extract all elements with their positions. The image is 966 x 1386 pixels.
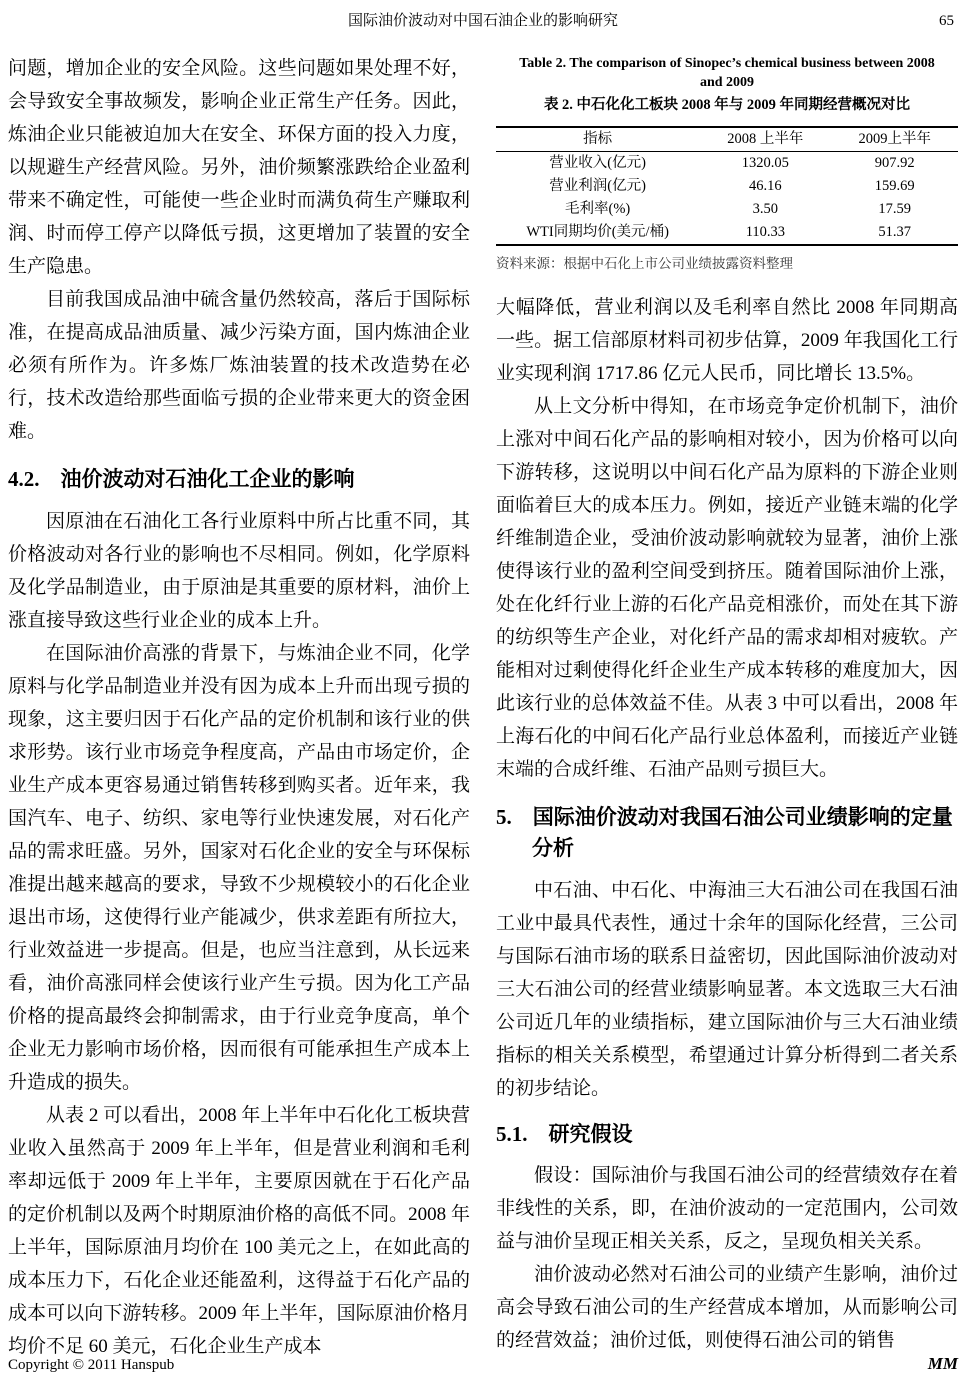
table-row bbox=[496, 152, 958, 176]
table-source-note: 资料来源：根据中石化上市公司业绩披露资料整理 bbox=[496, 256, 793, 271]
running-title: 国际油价波动对中国石油企业的影响研究 bbox=[347, 13, 618, 29]
table-cell-value: 110.33 bbox=[745, 224, 786, 240]
table-cell-value: 17.59 bbox=[878, 201, 912, 217]
table-cell-value: 1320.05 bbox=[741, 155, 789, 171]
journal-abbreviation: MM bbox=[927, 1354, 958, 1373]
table-cell-value: 46.16 bbox=[749, 178, 782, 194]
page-number: 65 bbox=[939, 13, 954, 29]
section-heading-5: 5. 国际油价波动对我国石油公司业绩影响的定量分析 bbox=[496, 805, 953, 860]
paragraph: 因原油在石油化工各行业原料中所占比重不同，其价格波动对各行业的影响也不尽相同。例如，化学原料及化学品制造业，由于原油是其重要的原材料，油价上涨直接导致这些行业企业的成本上升。 bbox=[8, 511, 470, 631]
table-cell-label: 毛利率(%) bbox=[565, 201, 631, 217]
page-header bbox=[8, 10, 958, 36]
paragraph: 从表 2 可以看出，2008 年上半年中石化化工板块营业收入虽然高于 2009 年上半年，但是营业利润和毛利率却远低于 2009 年上半年，主要原因就在于石化产品的定价机制以及两个时期原油价格的高低不同。2008 年上半年，国际原油月均价在 100 美元之上，在如此高的成本压力下，石化企业还能盈利，这得益于石化产品的成本可以向下游转移。2009 年上半年，国际原油价格月均价不足 60 美元，石化企业生产成本 bbox=[8, 1105, 470, 1357]
table-cell-label: 营业收入(亿元) bbox=[549, 155, 646, 171]
table-cell-label: WTI同期均价(美元/桶) bbox=[526, 224, 669, 240]
table-cell-value: 907.92 bbox=[874, 155, 915, 171]
right-column bbox=[496, 52, 958, 1363]
paragraph-continued: 大幅降低，营业利润以及毛利率自然比 2008 年同期高一些。据工信部原材料司初步估算，2009 年我国化工行业实现利润 1717.86 亿元人民币，同比增长 13.5%。 bbox=[496, 297, 958, 384]
paragraph: 油价波动必然对石油公司的业绩产生影响，油价过高会导致石油公司的生产经营成本增加，从而影响公司的经营效益；油价过低，则使得石油公司的销售 bbox=[496, 1264, 958, 1351]
table-2-block bbox=[496, 54, 958, 273]
two-column-body bbox=[8, 52, 958, 1363]
section-heading-5-1: 5.1. 研究假设 bbox=[496, 1122, 633, 1146]
table-cell-value: 3.50 bbox=[752, 201, 779, 217]
table-row bbox=[496, 198, 958, 221]
table-row bbox=[496, 221, 958, 245]
paragraph-continued: 问题，增加企业的安全风险。这些问题如果处理不好，会导致安全事故频发，影响企业正常生产任务。因此，炼油企业只能被迫加大在安全、环保方面的投入力度，以规避生产经营风险。另外，油价频繁涨跌给企业盈利带来不确定性，可能使一些企业时而满负荷生产赚取利润、时而停工停产以降低亏损，这更增加了装置的安全生产隐患。 bbox=[8, 58, 470, 277]
table-row bbox=[496, 175, 958, 198]
table-cell-label: 营业利润(亿元) bbox=[549, 178, 646, 194]
page-footer bbox=[8, 1354, 958, 1374]
table-header-2009: 2009上半年 bbox=[858, 131, 931, 147]
sinopec-comparison-table bbox=[496, 126, 958, 246]
table-header-row bbox=[496, 127, 958, 152]
table-caption-chinese: 表 2. 中石化化工板块 2008 年与 2009 年同期经营概况对比 bbox=[543, 97, 911, 113]
table-header-indicator: 指标 bbox=[583, 131, 613, 147]
paragraph: 在国际油价高涨的背景下，与炼油企业不同，化学原料与化学品制造业并没有因为成本上升而出现亏损的现象，这主要归因于石化产品的定价机制和该行业的供求形势。该行业市场竞争程度高，产品由市场定价，企业生产成本更容易通过销售转移到购买者。近年来，我国汽车、电子、纺织、家电等行业快速发展，对石化产品的需求旺盛。另外，国家对石化企业的安全与环保标准提出越来越高的要求，导致不少规模较小的石化企业退出市场，这使得行业产能减少，供求差距有所拉大，行业效益进一步提高。但是，也应当注意到，从长远来看，油价高涨同样会使该行业产生亏损。因为化工产品价格的提高最终会抑制需求，由于行业竞争度高，单个企业无力影响市场价格，因而很有可能承担生产成本上升造成的损失。 bbox=[8, 643, 470, 1093]
paragraph: 假设：国际油价与我国石油公司的经营绩效存在着非线性的关系，即，在油价波动的一定范围内，公司效益与油价呈现正相关关系，反之，呈现负相关关系。 bbox=[496, 1165, 958, 1252]
paragraph: 目前我国成品油中硫含量仍然较高，落后于国际标准，在提高成品油质量、减少污染方面，国内炼油企业必须有所作为。许多炼厂炼油装置的技术改造势在必行，技术改造给那些面临亏损的企业带来更大的资金困难。 bbox=[8, 289, 470, 442]
paragraph: 从上文分析中得知，在市场竞争定价机制下，油价上涨对中间石化产品的影响相对较小，因为价格可以向下游转移，这说明以中间石化产品为原料的下游企业则面临着巨大的成本压力。例如，接近产业链末端的化学纤维制造企业，受油价波动影响就较为显著，油价上涨使得该行业的盈利空间受到挤压。随着国际油价上涨，处在化纤行业上游的石化产品竞相涨价，而处在其下游的纺织等生产企业，对化纤产品的需求却相对疲软。产能相对过剩使得化纤企业生产成本转移的难度加大，因此该行业的总体效益不佳。从表 3 中可以看出，2008 年上海石化的中间石化产品行业总体盈利，而接近产业链末端的合成纤维、石油产品则亏损巨大。 bbox=[496, 396, 958, 780]
table-header-2008: 2008 上半年 bbox=[727, 131, 804, 147]
paragraph: 中石油、中石化、中海油三大石油公司在我国石油工业中最具代表性，通过十余年的国际化经营，三公司与国际石油市场的联系日益密切，因此国际油价波动对三大石油公司的经营业绩影响显著。本文选取三大石油公司近几年的业绩指标，建立国际油价与三大石油业绩指标的相关关系模型，希望通过计算分析得到二者关系的初步结论。 bbox=[496, 880, 958, 1099]
section-heading-4-2: 4.2. 油价波动对石油化工企业的影响 bbox=[8, 467, 355, 491]
table-caption-english: Table 2. The comparison of Sinopec’s chemical business between 2008 and 2009 bbox=[519, 56, 935, 90]
table-cell-value: 159.69 bbox=[874, 178, 915, 194]
table-cell-value: 51.37 bbox=[878, 224, 912, 240]
copyright-notice: Copyright © 2011 Hanspub bbox=[8, 1357, 175, 1373]
left-column bbox=[8, 52, 470, 1363]
